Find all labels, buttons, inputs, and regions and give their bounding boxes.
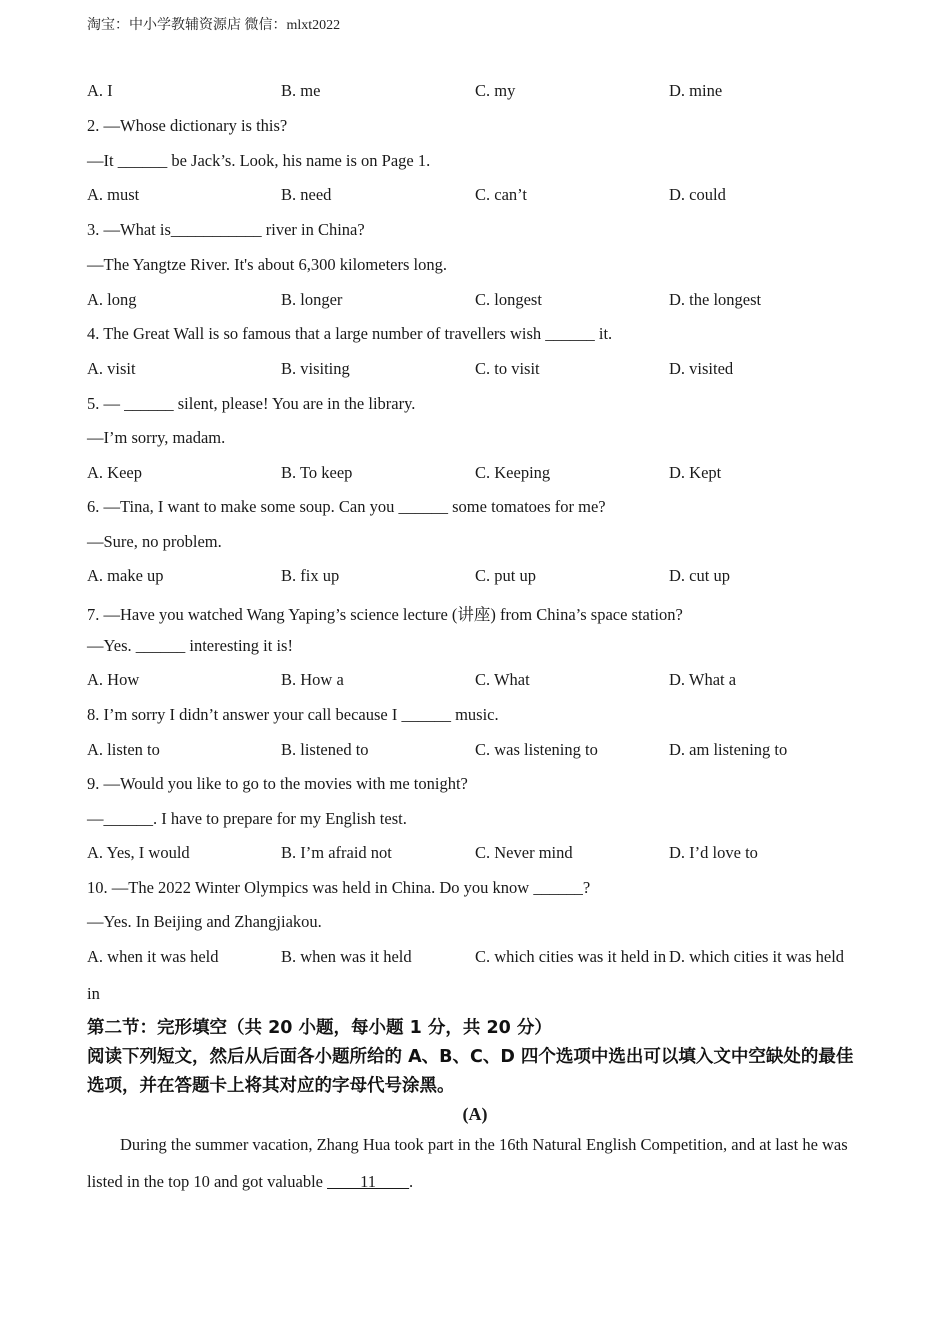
q6-options [87,566,887,588]
q2-option-b: B. need [281,185,332,204]
q8-option-b: B. listened to [281,740,369,759]
q2-option-c: C. can’t [475,185,527,204]
q8-stem: 8. I’m sorry I didn’t answer your call because I ______ music. [87,705,499,724]
passage-label: (A) [462,1104,488,1124]
passage-line-1: During the summer vacation, Zhang Hua took part in the 16th Natural English Competition, and at last he was [120,1135,848,1154]
section2-title: 第二节：完形填空（共 20 小题，每小题 1 分，共 20 分） [87,1018,552,1038]
q1-option-c: C. my [475,81,516,100]
q2-option-d: D. could [669,185,726,204]
q8-option-d: D. am listening to [669,740,788,759]
q9-option-a: A. Yes, I would [87,843,190,862]
q3-reply: —The Yangtze River. It's about 6,300 kilometers long. [87,255,447,274]
q5-option-a: A. Keep [87,463,142,482]
q7-options [87,670,887,692]
q7-option-a: A. How [87,670,140,689]
q10-option-b: B. when was it held [281,947,412,966]
q1-options [87,81,887,103]
q3-option-a: A. long [87,290,137,309]
q3-option-d: D. the longest [669,290,762,309]
q8-option-a: A. listen to [87,740,160,759]
q9-reply: —______. I have to prepare for my English test. [87,809,407,828]
q6-option-a: A. make up [87,566,164,585]
q1-option-d: D. mine [669,81,723,100]
q10-option-a: A. when it was held [87,947,219,966]
q6-option-c: C. put up [475,566,536,585]
q10-option-d-wrap: in [87,984,100,1003]
q5-options [87,463,887,485]
q9-option-b: B. I’m afraid not [281,843,392,862]
q5-option-c: C. Keeping [475,463,551,482]
q9-options [87,843,887,865]
q3-option-b: B. longer [281,290,343,309]
q7-stem: 7. —Have you watched Wang Yaping’s science lecture (讲座) from China’s space station? [87,605,683,624]
q4-option-c: C. to visit [475,359,540,378]
page-header: 淘宝：中小学教辅资源店 微信：mlxt2022 [87,18,341,33]
q4-option-a: A. visit [87,359,136,378]
q8-option-c: C. was listening to [475,740,598,759]
q5-reply: —I’m sorry, madam. [87,428,226,447]
q10-option-d: D. which cities it was held [669,947,845,966]
q6-option-d: D. cut up [669,566,730,585]
q9-stem: 9. —Would you like to go to the movies with me tonight? [87,774,468,793]
q10-option-c: C. which cities was it held in [475,947,667,966]
q4-option-d: D. visited [669,359,734,378]
q3-option-c: C. longest [475,290,542,309]
q5-stem: 5. — ______ silent, please! You are in the library. [87,394,416,413]
q5-option-d: D. Kept [669,463,722,482]
q3-stem: 3. —What is___________ river in China? [87,220,365,239]
q4-stem: 4. The Great Wall is so famous that a large number of travellers wish ______ it. [87,324,613,343]
q8-options [87,740,887,762]
q7-reply: —Yes. ______ interesting it is! [87,636,293,655]
q7-option-d: D. What a [669,670,737,689]
q7-option-b: B. How a [281,670,344,689]
q2-option-a: A. must [87,185,140,204]
q4-option-b: B. visiting [281,359,350,378]
q9-option-d: D. I’d love to [669,843,758,862]
q1-option-a: A. I [87,81,113,100]
passage-line-2-text: listed in the top 10 and got valuable [87,1172,328,1191]
q10-reply: —Yes. In Beijing and Zhangjiakou. [87,912,322,931]
passage-line-2 [87,1172,867,1192]
q9-option-c: C. Never mind [475,843,573,862]
q1-option-b: B. me [281,81,321,100]
q2-options [87,185,887,207]
blank-11: ____11____ [327,1172,410,1191]
passage-line-2-end: . [409,1172,414,1191]
q2-reply: —It ______ be Jack’s. Look, his name is on Page 1. [87,151,431,170]
section2-instruction: 阅读下列短文，然后从后面各小题所给的 A、B、C、D 四个选项中选出可以填入文中空缺处的最佳选项，并在答题卡上将其对应的字母代号涂黑。 [87,1047,854,1096]
q10-stem: 10. —The 2022 Winter Olympics was held in China. Do you know ______? [87,878,591,897]
q10-options [87,947,887,969]
q5-option-b: B. To keep [281,463,353,482]
q7-option-c: C. What [475,670,530,689]
q3-options [87,290,887,312]
q6-stem: 6. —Tina, I want to make some soup. Can you ______ some tomatoes for me? [87,497,606,516]
q6-reply: —Sure, no problem. [87,532,222,551]
q2-stem: 2. —Whose dictionary is this? [87,116,288,135]
q6-option-b: B. fix up [281,566,340,585]
q4-options [87,359,887,381]
